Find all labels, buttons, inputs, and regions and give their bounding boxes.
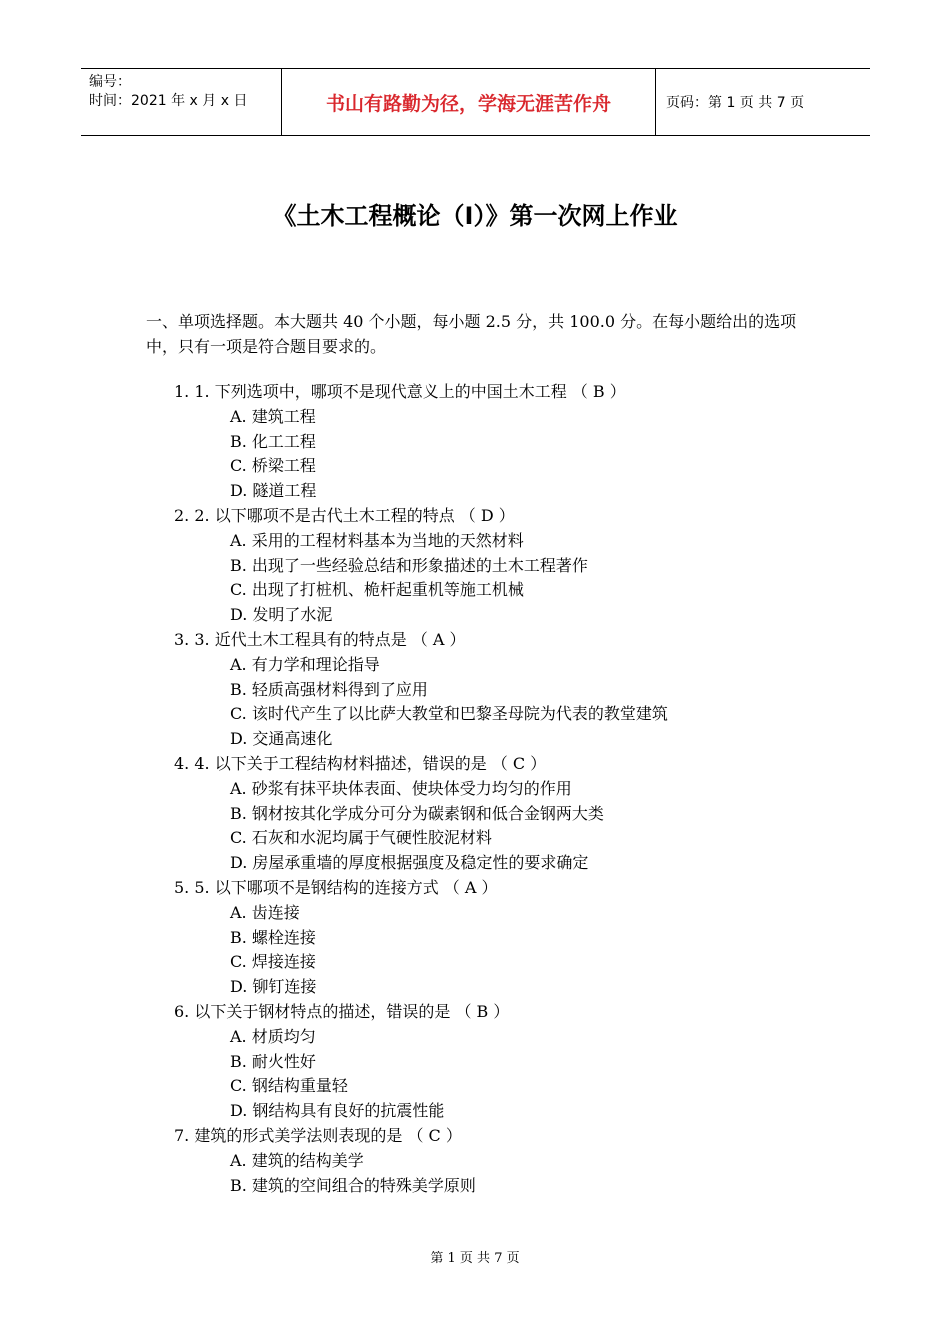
number-label: 编号： xyxy=(89,74,131,90)
page-header xyxy=(81,68,870,136)
option-d: D. 房屋承重墙的厚度根据强度及稳定性的要求确定 xyxy=(230,853,589,873)
question-list xyxy=(174,380,814,1198)
option-d: D. 铆钉连接 xyxy=(230,977,317,997)
question-5 xyxy=(174,876,814,1000)
option-c: C. 钢结构重量轻 xyxy=(230,1076,348,1096)
question-6 xyxy=(174,1000,814,1124)
option-b: B. 钢材按其化学成分可分为碳素钢和低合金钢两大类 xyxy=(230,803,604,823)
question-7 xyxy=(174,1124,814,1198)
document-title: 《土木工程概论（Ⅰ）》第一次网上作业 xyxy=(272,202,678,230)
question-stem: 1. 1. 下列选项中，哪项不是现代意义上的中国土木工程 （ B ） xyxy=(174,382,626,401)
section-intro: 一、单项选择题。本大题共 40 个小题，每小题 2.5 分，共 100.0 分。在每小题给出的选项中，只有一项是符合题目要求的。 xyxy=(146,312,797,356)
option-b: B. 螺栓连接 xyxy=(230,927,316,947)
question-2 xyxy=(174,504,814,628)
question-3 xyxy=(174,628,814,752)
question-stem: 7. 建筑的形式美学法则表现的是 （ C ） xyxy=(174,1125,462,1145)
option-a: A. 材质均匀 xyxy=(230,1026,316,1046)
option-c: C. 石灰和水泥均属于气硬性胶泥材料 xyxy=(230,828,492,848)
option-a: A. 齿连接 xyxy=(230,902,300,922)
option-b: B. 轻质高强材料得到了应用 xyxy=(230,679,428,699)
question-4 xyxy=(174,752,814,876)
question-stem: 5. 5. 以下哪项不是钢结构的连接方式 （ A ） xyxy=(174,877,498,897)
option-a: A. 有力学和理论指导 xyxy=(230,654,380,674)
question-stem: 3. 3. 近代土木工程具有的特点是 （ A ） xyxy=(174,629,466,649)
option-b: B. 耐火性好 xyxy=(230,1051,316,1071)
option-a: A. 建筑的结构美学 xyxy=(230,1150,364,1170)
option-b: B. 出现了一些经验总结和形象描述的土木工程著作 xyxy=(230,555,588,575)
question-stem: 6. 以下关于钢材特点的描述，错误的是 （ B ） xyxy=(174,1001,510,1021)
option-a: A. 采用的工程材料基本为当地的天然材料 xyxy=(230,530,524,550)
option-c: C. 该时代产生了以比萨大教堂和巴黎圣母院为代表的教堂建筑 xyxy=(230,704,668,724)
option-d: D. 交通高速化 xyxy=(230,729,333,749)
option-b: B. 建筑的空间组合的特殊美学原则 xyxy=(230,1175,476,1195)
option-b: B. 化工工程 xyxy=(230,431,316,451)
page-footer: 第 1 页 共 7 页 xyxy=(430,1251,520,1266)
question-stem: 2. 2. 以下哪项不是古代土木工程的特点 （ D ） xyxy=(174,505,515,525)
option-a: A. 砂浆有抹平块体表面、使块体受力均匀的作用 xyxy=(230,778,572,798)
header-page-label: 页码：第 1 页 共 7 页 xyxy=(666,95,805,111)
option-c: C. 出现了打桩机、桅杆起重机等施工机械 xyxy=(230,580,524,600)
time-label: 时间：2021 年 x 月 x 日 xyxy=(89,93,248,109)
header-motto: 书山有路勤为径，学海无涯苦作舟 xyxy=(281,69,656,135)
header-info xyxy=(81,69,281,135)
option-c: C. 桥梁工程 xyxy=(230,456,316,476)
option-d: D. 隧道工程 xyxy=(230,481,317,501)
question-stem: 4. 4. 以下关于工程结构材料描述，错误的是 （ C ） xyxy=(174,753,547,773)
option-a: A. 建筑工程 xyxy=(230,406,316,426)
option-c: C. 焊接连接 xyxy=(230,952,316,972)
option-d: D. 发明了水泥 xyxy=(230,605,333,625)
question-1 xyxy=(174,380,814,504)
option-d: D. 钢结构具有良好的抗震性能 xyxy=(230,1101,445,1121)
